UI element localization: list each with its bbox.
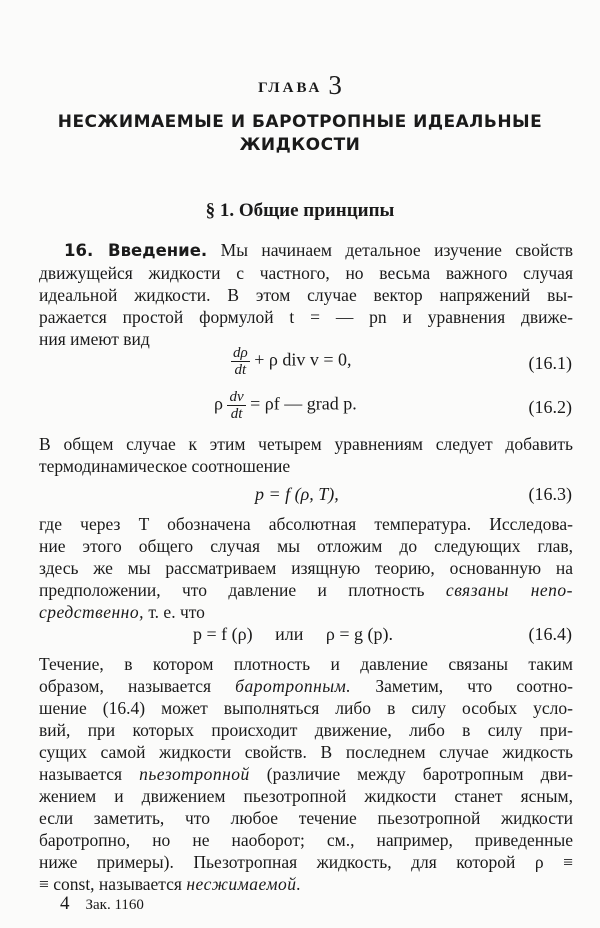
emphasis: связаны непо- [445,580,573,600]
paragraph-line: сущих самой жидкости свойств. В последнем случае жидкость [39,742,573,762]
paragraph-line: идеальной жидкости. В этом случае вектор напряжений вы- [39,285,573,305]
paragraph-line: термодинамическое соотношение [39,456,291,476]
paragraph-line: средственно, т. е. что [39,602,205,622]
equation-number: (16.2) [528,397,572,417]
paragraph-line: баротропно, но не наоборот; см., например, приведенные [39,830,573,850]
page-number: 4 [60,893,70,914]
paragraph-line: если заметить, что любое течение пьезотропной жидкости [39,808,573,828]
equation-number: (16.4) [528,624,572,644]
fraction: $\frac{d\rho}{dt}$ [233,345,248,378]
paragraph-line [64,239,573,262]
paragraph-line: ния имеют вид [39,329,150,349]
paragraph-line: В общем случае к этим четырем уравнениям следует добавить [39,434,573,454]
paragraph-line: вий, при которых происходит движение, либо в силу при- [39,720,573,740]
paragraph-line: где через T обозначена абсолютная температура. Исследова- [39,514,573,534]
equation-text: p = f (ρ, T), [255,484,339,504]
emphasis: средственно, [39,602,144,622]
subsection-heading: 16. Введение. [64,241,208,260]
equation-16-1 [0,345,600,385]
paragraph-line: образом, называется баротропным. Заметим, что соотно- [39,676,573,696]
equation-number: (16.3) [528,484,572,504]
section-heading: § 1. Общие принципы [205,200,395,221]
chapter-title-line-1: НЕСЖИМАЕМЫЕ И БАРОТРОПНЫЕ ИДЕАЛЬНЫЕ [57,112,543,132]
paragraph-line: здесь же мы рассматриваем изящную теорию, основанную на [39,558,573,578]
chapter-label: ГЛАВА [258,80,323,96]
chapter-title-line-2: ЖИДКОСТИ [239,135,361,155]
chapter-heading [0,70,600,101]
paragraph-line: ниже примеры). Пьезотропная жидкость, для которой ρ ≡ [39,852,573,872]
print-mark: Зак. 1160 [85,897,144,913]
paragraph-line: движущейся жидкости с частного, но весьма важного случая [39,263,573,283]
paragraph-line: ≡ const, называется несжимаемой. [39,874,302,894]
emphasis: баротропным. [235,676,352,696]
paragraph-line: предположении, что давление и плотность связаны непо- [39,580,573,600]
equation-text: = ρf — grad p. [250,393,357,414]
paragraph-line: Течение, в котором плотность и давление связаны таким [39,654,573,674]
equation-number: (16.1) [528,353,572,373]
fraction: $\frac{dv}{dt}$ [229,389,244,422]
chapter-number: 3 [328,70,342,100]
equation-16-2 [0,389,600,429]
equation-text: ρ [214,393,223,414]
paragraph-line: ние этого общего случая мы отложим до следующих глав, [39,536,573,556]
paragraph-line: шение (16.4) может выполняться либо в силу особых усло- [39,698,573,718]
paragraph-line: жением и движением пьезотропной жидкости станет ясным, [39,786,573,806]
equation-text: + ρ div v = 0, [254,349,352,370]
equation-text: p = f (ρ) или ρ = g (p). [193,624,393,644]
emphasis: несжимаемой. [186,874,302,894]
emphasis: пьезотропной [139,764,250,784]
paragraph-line: называется пьезотропной (различие между баротропным дви- [39,764,573,784]
page-footer [60,893,144,915]
paragraph-line: ражается простой формулой t = — pn и уравнения движе- [39,307,573,327]
line-text: Мы начинаем детальное изучение свойств [220,240,573,260]
